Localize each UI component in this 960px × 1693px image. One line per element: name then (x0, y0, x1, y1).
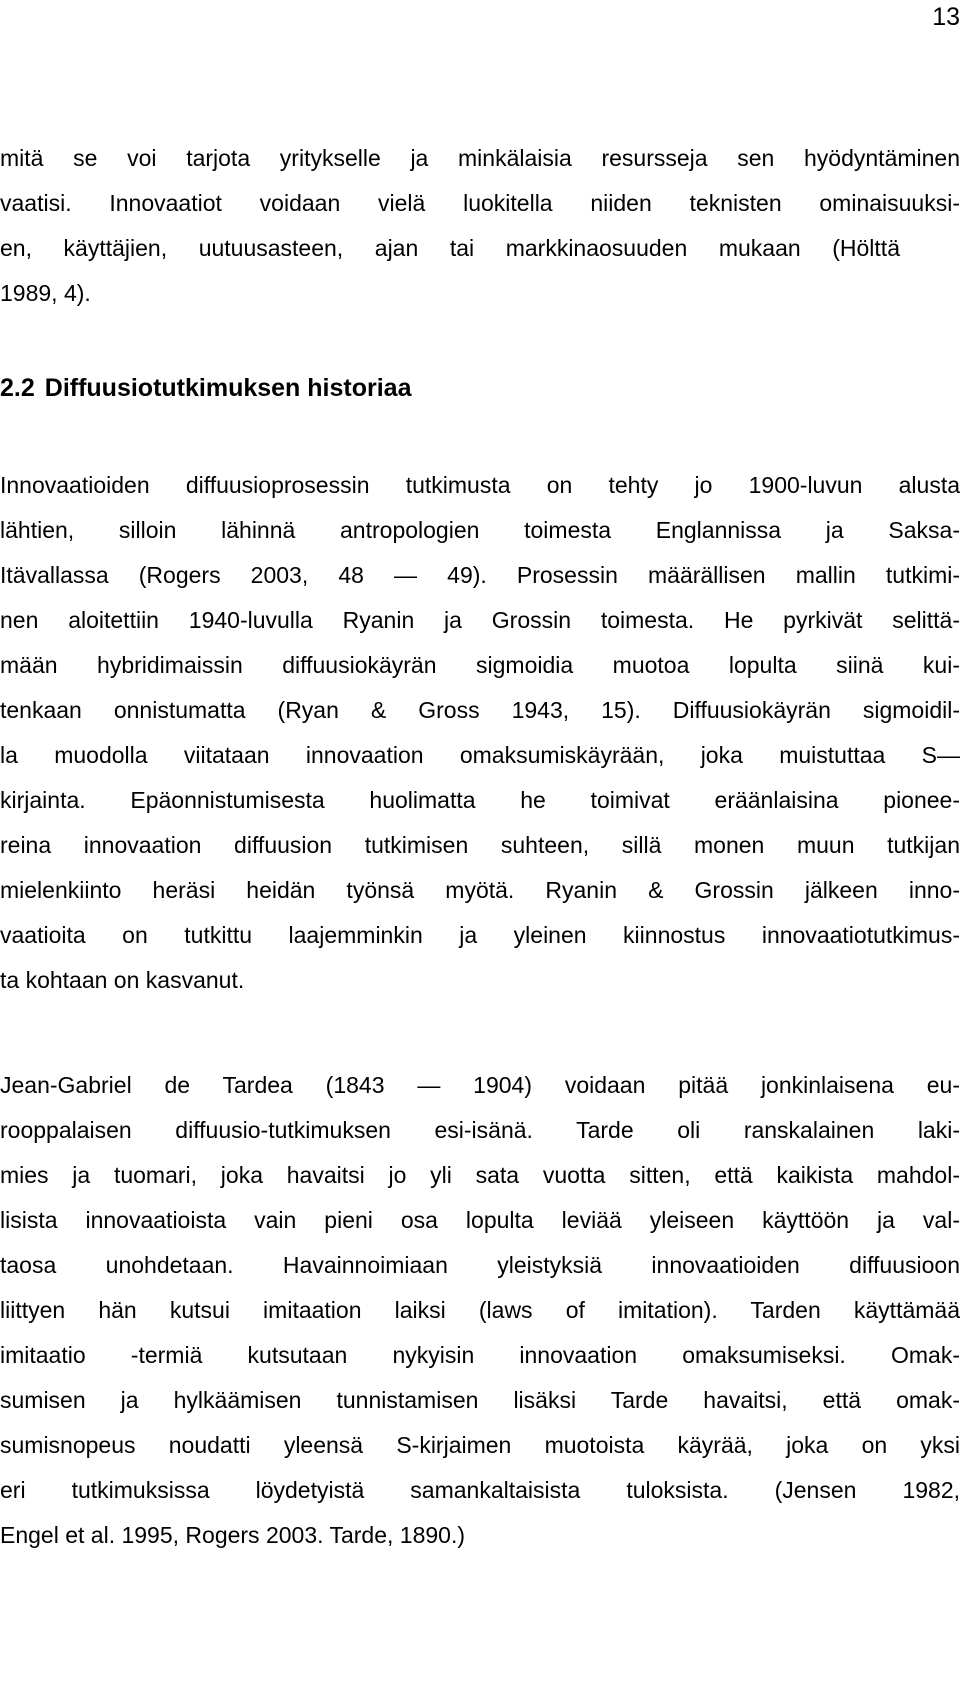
text-line: tenkaan onnistumatta (Ryan & Gross 1943, 15). Diffuusiokäyrän sigmoidil- (0, 697, 960, 723)
text-line: mitä se voi tarjota yritykselle ja minkälaisia resursseja sen hyödyntäminen (0, 145, 960, 171)
text-line: vaatisi. Innovaatiot voidaan vielä luokitella niiden teknisten ominaisuuksi- (0, 190, 960, 216)
text-line: Itävallassa (Rogers 2003, 48 — 49). Prosessin määrällisen mallin tutkimi- (0, 562, 960, 588)
text-line: Jean-Gabriel de Tardea (1843 — 1904) voidaan pitää jonkinlaisena eu- (0, 1072, 960, 1098)
text-line: mielenkiinto heräsi heidän työnsä myötä. Ryanin & Grossin jälkeen inno- (0, 877, 960, 903)
text-line: mies ja tuomari, joka havaitsi jo yli sata vuotta sitten, että kaikista mahdol- (0, 1162, 960, 1188)
text-line: Innovaatioiden diffuusioprosessin tutkimusta on tehty jo 1900-luvun alusta (0, 472, 960, 498)
text-line: lisista innovaatioista vain pieni osa lopulta leviää yleiseen käyttöön ja val- (0, 1207, 960, 1233)
text-line: Engel et al. 1995, Rogers 2003. Tarde, 1890.) (0, 1522, 466, 1548)
text-line: nen aloitettiin 1940-luvulla Ryanin ja Grossin toimesta. He pyrkivät selittä- (0, 607, 960, 633)
text-line: la muodolla viitataan innovaation omaksumiskäyrään, joka muistuttaa S— (0, 742, 960, 768)
text-line: sumisnopeus noudatti yleensä S-kirjaimen muotoista käyrää, joka on yksi (0, 1432, 960, 1458)
text-line: sumisen ja hylkäämisen tunnistamisen lisäksi Tarde havaitsi, että omak- (0, 1387, 960, 1413)
section-title: Diffuusiotutkimuksen historiaa (44, 374, 412, 402)
text-line: en, käyttäjien, uutuusasteen, ajan tai markkinaosuuden mukaan (Hölttä (0, 235, 900, 261)
text-line: taosa unohdetaan. Havainnoimiaan yleistyksiä innovaatioiden diffuusioon (0, 1252, 960, 1278)
text-line: ta kohtaan on kasvanut. (0, 967, 245, 993)
section-number: 2.2 (0, 374, 35, 402)
text-line: lähtien, silloin lähinnä antropologien toimesta Englannissa ja Saksa- (0, 517, 960, 543)
text-line: mään hybridimaissin diffuusiokäyrän sigmoidia muotoa lopulta siinä kui- (0, 652, 960, 678)
page-number: 13 (932, 3, 960, 31)
text-line: eri tutkimuksissa löydetyistä samankaltaisista tuloksista. (Jensen 1982, (0, 1477, 960, 1503)
text-line: vaatioita on tutkittu laajemminkin ja yleinen kiinnostus innovaatiotutkimus- (0, 922, 960, 948)
text-line: liittyen hän kutsui imitaation laiksi (laws of imitation). Tarden käyttämää (0, 1297, 960, 1323)
text-line: reina innovaation diffuusion tutkimisen suhteen, sillä monen muun tutkijan (0, 832, 960, 858)
text-line: imitaatio -termiä kutsutaan nykyisin innovaation omaksumiseksi. Omak- (0, 1342, 960, 1368)
text-line: kirjainta. Epäonnistumisesta huolimatta he toimivat eräänlaisina pionee- (0, 787, 960, 813)
section-heading (0, 373, 411, 403)
text-line: 1989, 4). (0, 280, 91, 306)
text-line: rooppalaisen diffuusio-tutkimuksen esi-isänä. Tarde oli ranskalainen laki- (0, 1117, 960, 1143)
